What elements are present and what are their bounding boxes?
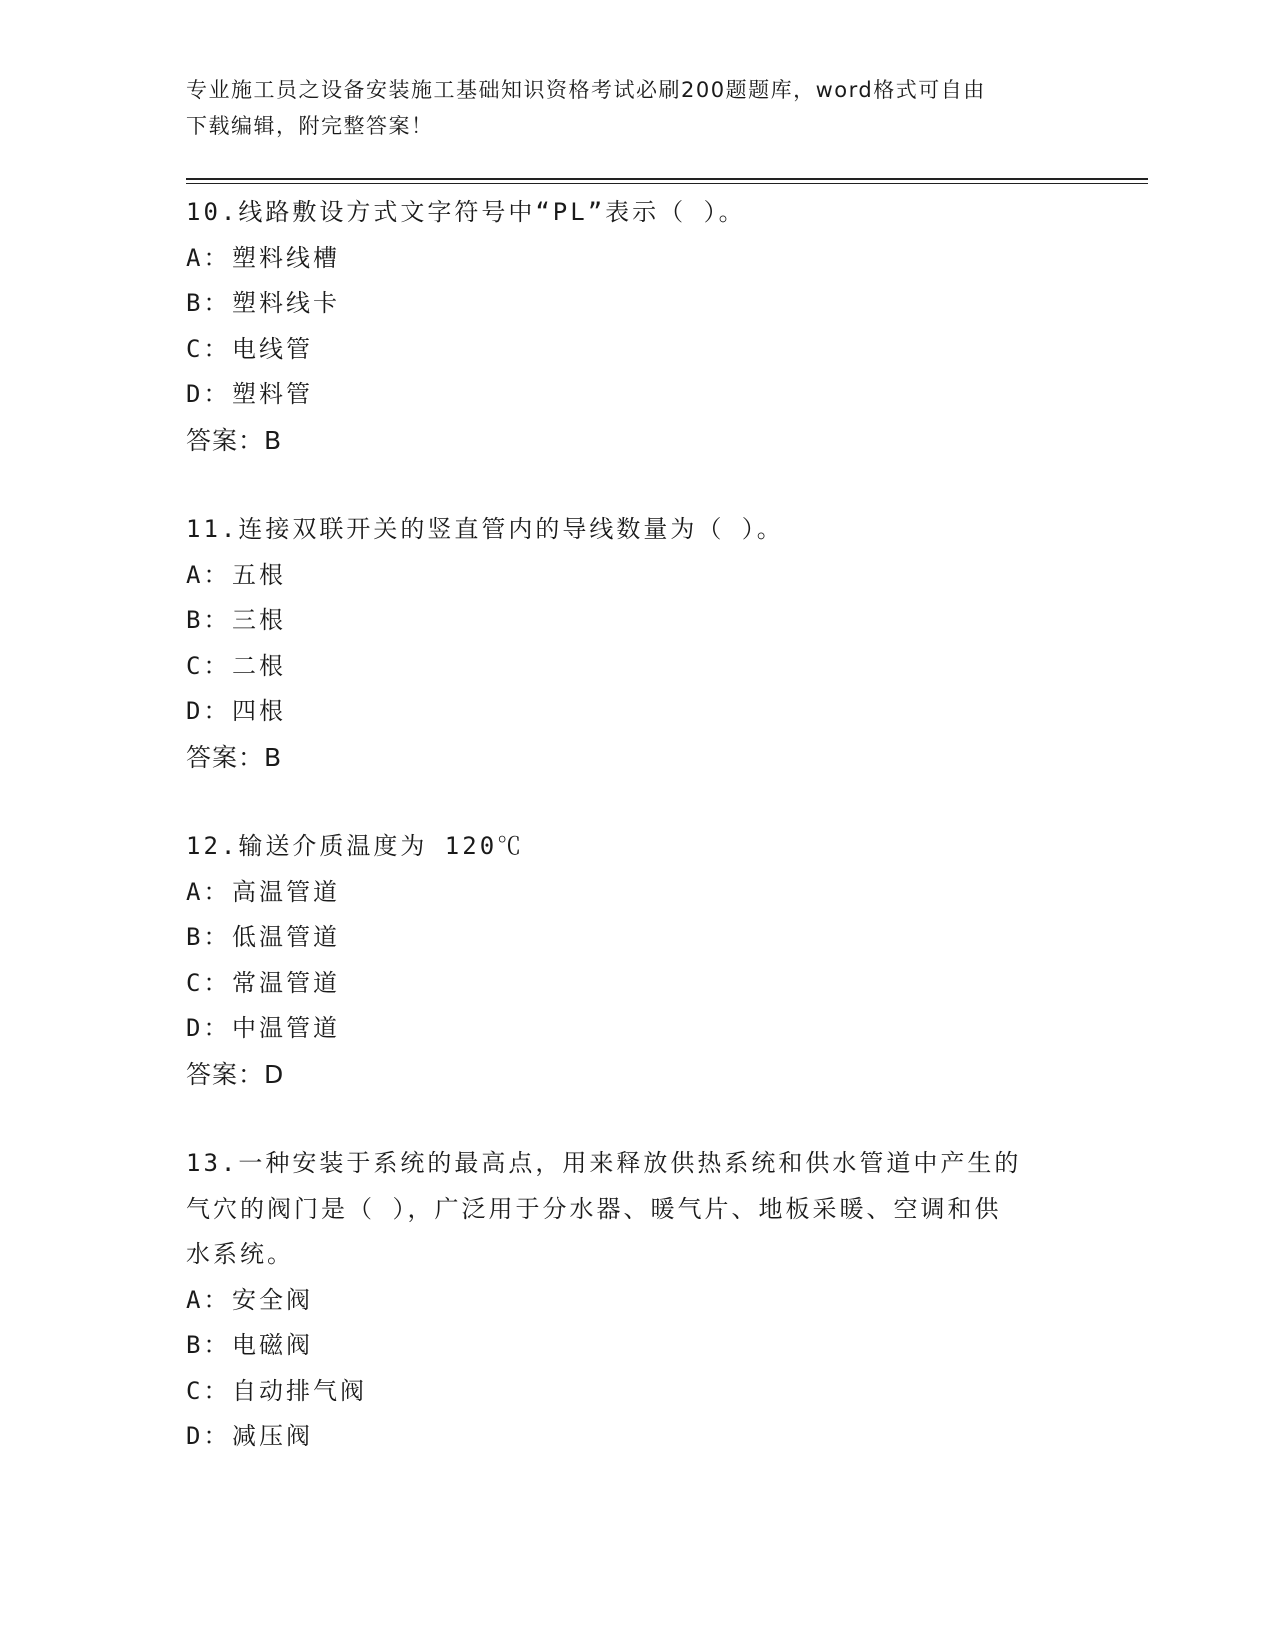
option-key: D： (186, 380, 231, 408)
header-divider-thin (186, 183, 1148, 184)
question-option (186, 1006, 1086, 1052)
option-text: 高温管道 (232, 877, 340, 906)
question-option (186, 1323, 1086, 1369)
question-option (186, 1369, 1086, 1415)
option-text: 安全阀 (232, 1285, 313, 1314)
option-text: 塑料线卡 (232, 289, 340, 317)
question-option (186, 553, 1086, 599)
question-list (186, 190, 1086, 1460)
question-block (186, 1141, 1086, 1460)
option-text: 塑料线槽 (232, 243, 340, 272)
option-key: B： (186, 1331, 231, 1359)
question-option (186, 372, 1086, 418)
option-text: 中温管道 (232, 1014, 340, 1042)
question-option (186, 644, 1086, 690)
document-header (186, 72, 1066, 144)
option-key: C： (186, 1376, 231, 1405)
option-key: B： (186, 289, 231, 317)
option-text: 常温管道 (232, 968, 340, 997)
header-line-2: 下载编辑，附完整答案！ (186, 114, 434, 138)
question-option (186, 327, 1086, 373)
question-option (186, 236, 1086, 282)
option-key: D： (186, 697, 231, 725)
option-key: A： (186, 243, 231, 272)
question-stem-line: 水系统。 (186, 1240, 294, 1268)
answer-line: 答案：D (186, 1059, 285, 1089)
question-option (186, 915, 1086, 961)
question-spacer (186, 780, 1086, 824)
option-text: 减压阀 (232, 1422, 313, 1450)
option-key: D： (186, 1422, 231, 1450)
question-option (186, 281, 1086, 327)
answer-line: 答案：B (186, 742, 283, 772)
option-text: 塑料管 (232, 380, 313, 408)
header-divider-thick (186, 178, 1148, 180)
question-spacer (186, 1097, 1086, 1141)
option-key: B： (186, 606, 231, 634)
question-option (186, 689, 1086, 735)
question-block (186, 824, 1086, 1097)
question-option (186, 1414, 1086, 1460)
question-block (186, 190, 1086, 463)
option-key: A： (186, 560, 231, 589)
option-key: C： (186, 968, 231, 997)
header-line-1: 专业施工员之设备安装施工基础知识资格考试必刷200题题库，word格式可自由 (186, 78, 986, 102)
option-key: A： (186, 1285, 231, 1314)
question-option (186, 961, 1086, 1007)
option-text: 电磁阀 (232, 1331, 313, 1359)
question-option (186, 870, 1086, 916)
option-text: 四根 (232, 697, 286, 725)
question-block (186, 507, 1086, 780)
option-key: B： (186, 923, 231, 951)
option-text: 五根 (232, 560, 286, 589)
option-key: C： (186, 651, 231, 680)
question-spacer (186, 463, 1086, 507)
question-option (186, 598, 1086, 644)
option-key: D： (186, 1014, 231, 1042)
option-text: 低温管道 (232, 923, 340, 951)
option-text: 电线管 (232, 334, 313, 363)
option-text: 自动排气阀 (232, 1376, 367, 1405)
question-option (186, 1278, 1086, 1324)
answer-line: 答案：B (186, 425, 283, 455)
option-text: 三根 (232, 606, 286, 634)
question-stem-line: 13.一种安装于系统的最高点，用来释放供热系统和供水管道中产生的 (186, 1149, 1022, 1177)
option-text: 二根 (232, 651, 286, 680)
question-stem-line: 10.线路敷设方式文字符号中“PL”表示（ ）。 (186, 198, 746, 226)
option-key: C： (186, 334, 231, 363)
option-key: A： (186, 877, 231, 906)
question-stem-line: 11.连接双联开关的竖直管内的导线数量为（ ）。 (186, 515, 784, 543)
question-stem-line: 12.输送介质温度为 120℃ (186, 832, 525, 860)
question-stem-line: 气穴的阀门是（ ），广泛用于分水器、暖气片、地板采暖、空调和供 (186, 1194, 1002, 1223)
